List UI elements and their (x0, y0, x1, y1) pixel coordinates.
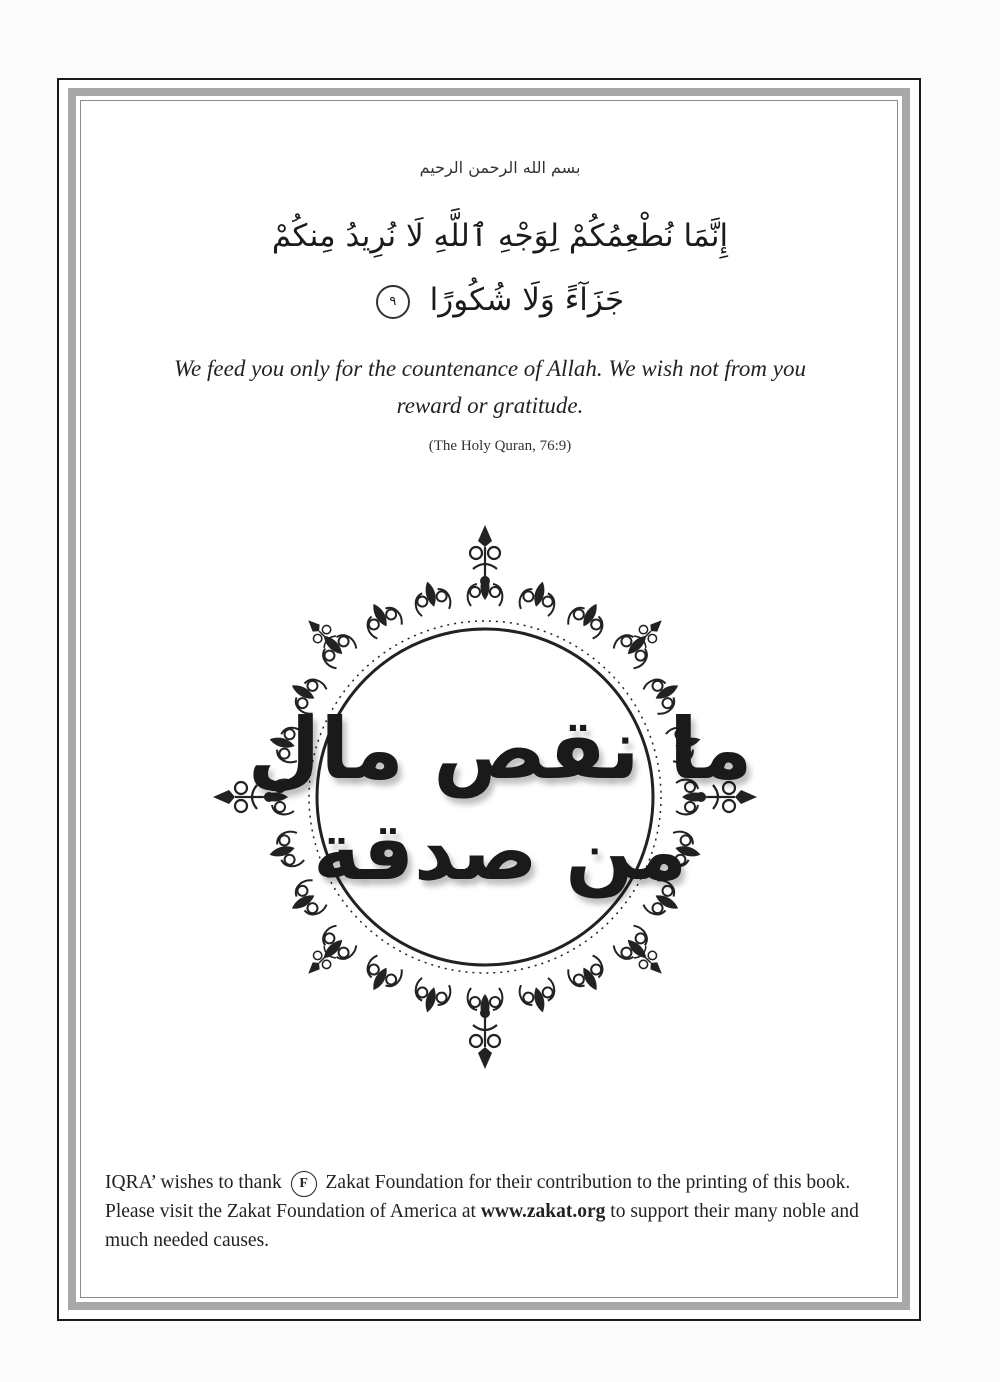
basmala: بسم الله الرحمن الرحيم (419, 158, 581, 177)
calligraphy-line-2: من صدقة (313, 805, 687, 898)
zakat-foundation-logo-icon (291, 1171, 317, 1197)
calligraphy-line-1: ما نقص مال (247, 700, 753, 798)
verse-arabic-line-1: إِنَّمَا نُطْعِمُكُمْ لِوَجْهِ ٱللَّهِ لَا نُرِيدُ مِنكُمْ (271, 218, 729, 254)
website-link[interactable]: www.zakat.org (480, 1201, 606, 1222)
verse-arabic-text: جَزَآءً وَلَا شُكُورًا (429, 282, 625, 318)
verse-translation: We feed you only for the countenance of Allah. We wish not from you reward or gratitude. (174, 356, 806, 418)
ayah-number-marker: ٩ (376, 285, 410, 319)
acknowledgement-text-middle: Zakat Foundation for their contribution to the printing of this book. Please visit the Zakat Foundation of America at (105, 1172, 851, 1222)
acknowledgement-paragraph (105, 1168, 875, 1255)
verse-citation: (The Holy Quran, 76:9) (428, 438, 572, 454)
acknowledgement-text-end: to support their many noble and much needed causes. (105, 1201, 859, 1251)
acknowledgement-text-start: IQRA’ wishes to thank (105, 1172, 282, 1193)
verse-arabic-line-2 (0, 282, 1000, 319)
